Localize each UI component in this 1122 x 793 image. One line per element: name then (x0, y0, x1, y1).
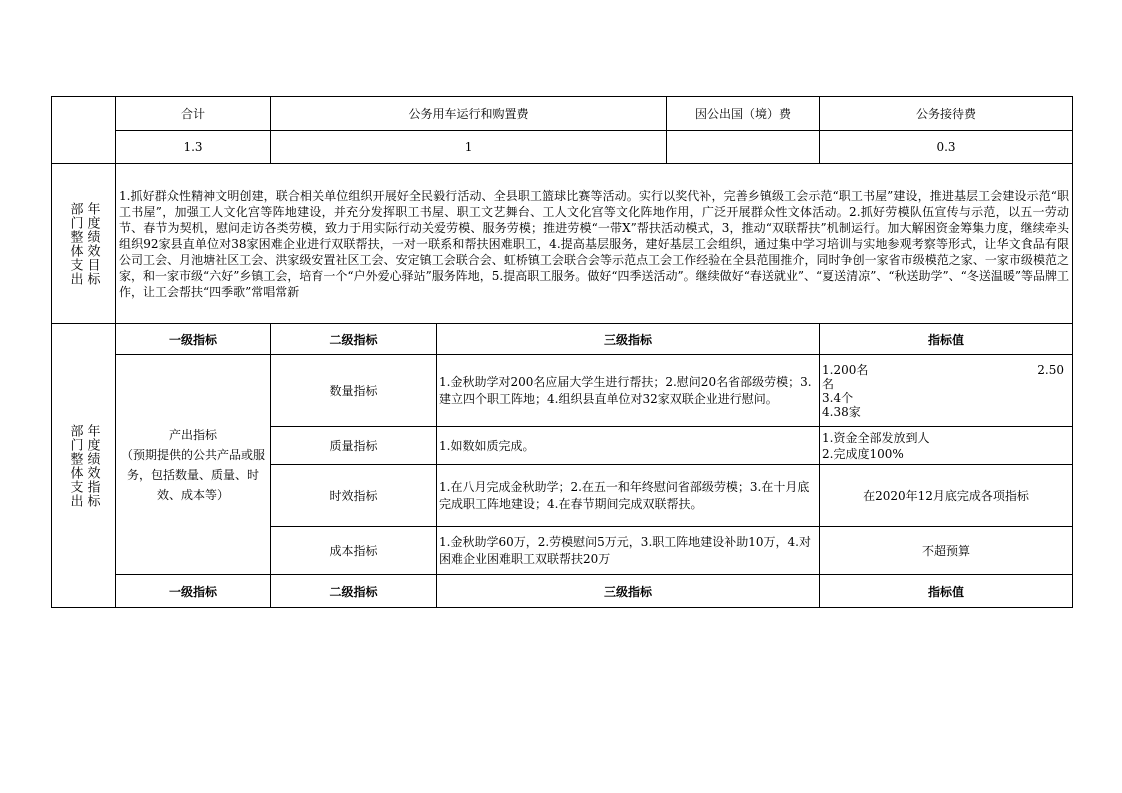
budget-value-reception: 0.3 (820, 131, 1073, 164)
value-quantity-line4: 3.4个 (822, 390, 854, 405)
value-quantity-line5: 4.38家 (822, 404, 861, 419)
header-value: 指标值 (820, 324, 1073, 355)
footer-level3: 三级指标 (437, 575, 820, 608)
budget-header-vehicle: 公务用车运行和购置费 (271, 97, 667, 131)
indicator-footer-row (52, 575, 1073, 608)
level3-time: 1.在八月完成金秋助学；2.在五一和年终慰问省部级劳模；3.在十月底完成职工阵地建设；4.在春节期间完成双联帮扶。 (437, 465, 820, 527)
indicator-label-col2: 年度绩效指标 (84, 423, 100, 508)
value-quality (820, 427, 1073, 465)
value-quantity-line1: 1.200名 (822, 362, 869, 377)
indicator-header-row (52, 324, 1073, 355)
value-cost: 不超预算 (820, 527, 1073, 575)
level2-quality: 质量指标 (271, 427, 437, 465)
indicator-row-label (52, 324, 116, 608)
budget-header-abroad: 因公出国（境）费 (667, 97, 820, 131)
budget-value-total: 1.3 (116, 131, 271, 164)
value-time: 在2020年12月底完成各项指标 (820, 465, 1073, 527)
value-quality-line2: 2.完成度100% (822, 446, 904, 461)
level1-output (116, 355, 271, 575)
footer-value: 指标值 (820, 575, 1073, 608)
level3-cost: 1.金秋助学60万，2.劳模慰问5万元，3.职工阵地建设补助10万，4.对困难企业困难职工双联帮扶20万 (437, 527, 820, 575)
goal-row-label (52, 164, 116, 324)
budget-value-vehicle: 1 (271, 131, 667, 164)
goal-row (52, 164, 1073, 324)
level3-quality: 1.如数如质完成。 (437, 427, 820, 465)
value-quality-line1: 1.资金全部发放到人 (822, 430, 930, 445)
goal-label-col1: 部门整体支出 (67, 201, 83, 286)
budget-performance-table (51, 96, 1073, 608)
budget-blank-cell (52, 97, 116, 164)
level3-quantity: 1.金秋助学对200名应届大学生进行帮扶；2.慰问20名省部级劳模；3.建立四个职工阵地；4.组织县直单位对32家双联企业进行慰问。 (437, 355, 820, 427)
footer-level1: 一级指标 (116, 575, 271, 608)
indicator-label-col1: 部门整体支出 (67, 423, 83, 508)
level2-time: 时效指标 (271, 465, 437, 527)
header-level1: 一级指标 (116, 324, 271, 355)
level1-output-text: 产出指标 （预期提供的公共产品或服务，包括数量、质量、时效、成本等） (120, 427, 265, 502)
footer-level2: 二级指标 (271, 575, 437, 608)
header-level3: 三级指标 (437, 324, 820, 355)
level2-cost: 成本指标 (271, 527, 437, 575)
indicator-row-quantity (52, 355, 1073, 427)
goal-label-col2: 年度绩效目标 (84, 201, 100, 286)
budget-header-total: 合计 (116, 97, 271, 131)
annual-goal-text: 1.抓好群众性精神文明创建，联合相关单位组织开展好全民毅行活动、全县职工篮球比赛等活动。实行以奖代补，完善乡镇级工会示范“职工书屋”建设，推进基层工会建设示范“职工书屋”，加强工人文化宫等阵地建设，并充分发挥职工书屋、职工文艺舞台、工人文化宫等文化阵地作用，广泛开展群众性文体活动。2.抓好劳模队伍宣传与示范，以五一劳动节、春节为契机，慰问走访各类劳模，致力于用实际行动关爱劳模、服务劳模；推进劳模“一带X”帮扶活动模式，3，推动“双联帮扶”机制运行。加大解困资金筹集力度，继续牵头组织92家县直单位对38家困难企业进行双联帮扶，一对一联系和帮扶困难职工，4.提高基层服务，建好基层工会组织，通过集中学习培训与实地参观考察等形式，让华文食品有限公司工会、月池塘社区工会、洪家级安置社区工会、安定镇工会联合会、虹桥镇工会联合会等示范点工会工作经验在全县范围推介，同时争创一家省市级模范之家、一家市级模范之家，和一家市级“六好”乡镇工会，培育一个“户外爱心驿站”服务阵地，5.提高职工服务。做好“四季送活动”。继续做好“春送就业”、“夏送清凉”、“秋送助学”、“冬送温暖”等品牌工作，让工会帮扶“四季歌”常唱常新 (116, 164, 1073, 324)
performance-table-sheet (51, 96, 1072, 608)
value-quantity-line2: 2.50 (1037, 362, 1065, 377)
budget-header-reception: 公务接待费 (820, 97, 1073, 131)
budget-value-abroad (667, 131, 820, 164)
value-quantity (820, 355, 1073, 427)
budget-header-row (52, 97, 1073, 131)
budget-value-row (52, 131, 1073, 164)
level2-quantity: 数量指标 (271, 355, 437, 427)
value-quantity-line3: 名 (822, 376, 835, 391)
header-level2: 二级指标 (271, 324, 437, 355)
